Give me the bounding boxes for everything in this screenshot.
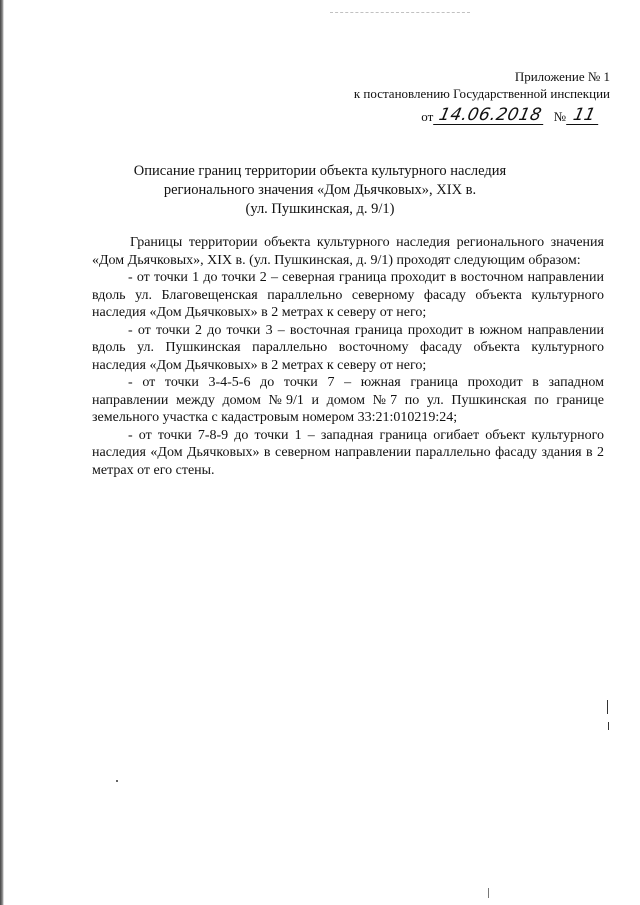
title-line-2: регионального значения «Дом Дьячковых», XIX в. <box>163 182 477 198</box>
intro-paragraph: Границы территории объекта культурного наследия регионального значения «Дом Дьячковых», XIX в. (ул. Пушкинская, д. 9/1) проходят следующим образом: <box>92 235 604 268</box>
boundary-paragraph-south: - от точки 3-4-5-6 до точки 7 – южная граница проходит в западном направлении между домом №9/1 и домом №7 по ул. Пушкинская по границе земельного участка с кадастровым номером 33:21:010219:24; <box>92 375 604 425</box>
boundary-paragraph-west: - от точки 7-8-9 до точки 1 – западная граница огибает объект культурного наследия «Дом Дьячковых» в северном направлении параллельно фасаду здания в 2 метрах от его стены. <box>92 427 604 478</box>
scan-artifact <box>330 12 470 14</box>
scan-artifact <box>607 700 608 714</box>
title-line-3: (ул. Пушкинская, д. 9/1) <box>245 201 395 217</box>
appendix-reference: к постановлению Государственной инспекции <box>353 86 610 101</box>
scan-artifact <box>116 780 118 782</box>
boundary-paragraph-east: - от точки 2 до точки 3 – восточная граница проходит в южном направлении вдоль ул. Пушкинская параллельно восточному фасаду объекта культурного наследия «Дом Дьячковых» в 2 метрах к северу от него; <box>92 322 604 373</box>
scan-artifact <box>488 888 489 898</box>
handwritten-number: 11 <box>566 107 602 125</box>
title-line-1: Описание границ территории объекта культурного наследия <box>133 163 507 179</box>
appendix-number: Приложение № 1 <box>514 69 610 84</box>
appendix-header <box>354 68 610 102</box>
boundary-paragraph-north: - от точки 1 до точки 2 – северная граница проходит в восточном направлении вдоль ул. Благовещенская параллельно северному фасаду объекта культурного наследия «Дом Дьячковых» в 2 метрах к северу от него; <box>92 270 604 320</box>
handwritten-date: 14.06.2018 <box>433 107 547 125</box>
scan-page-edge <box>0 0 4 905</box>
number-label: № <box>553 109 566 124</box>
document-body <box>92 234 604 479</box>
document-title <box>0 162 640 219</box>
scan-artifact <box>608 722 609 730</box>
document-reference <box>421 107 600 125</box>
date-label: от <box>421 109 434 124</box>
